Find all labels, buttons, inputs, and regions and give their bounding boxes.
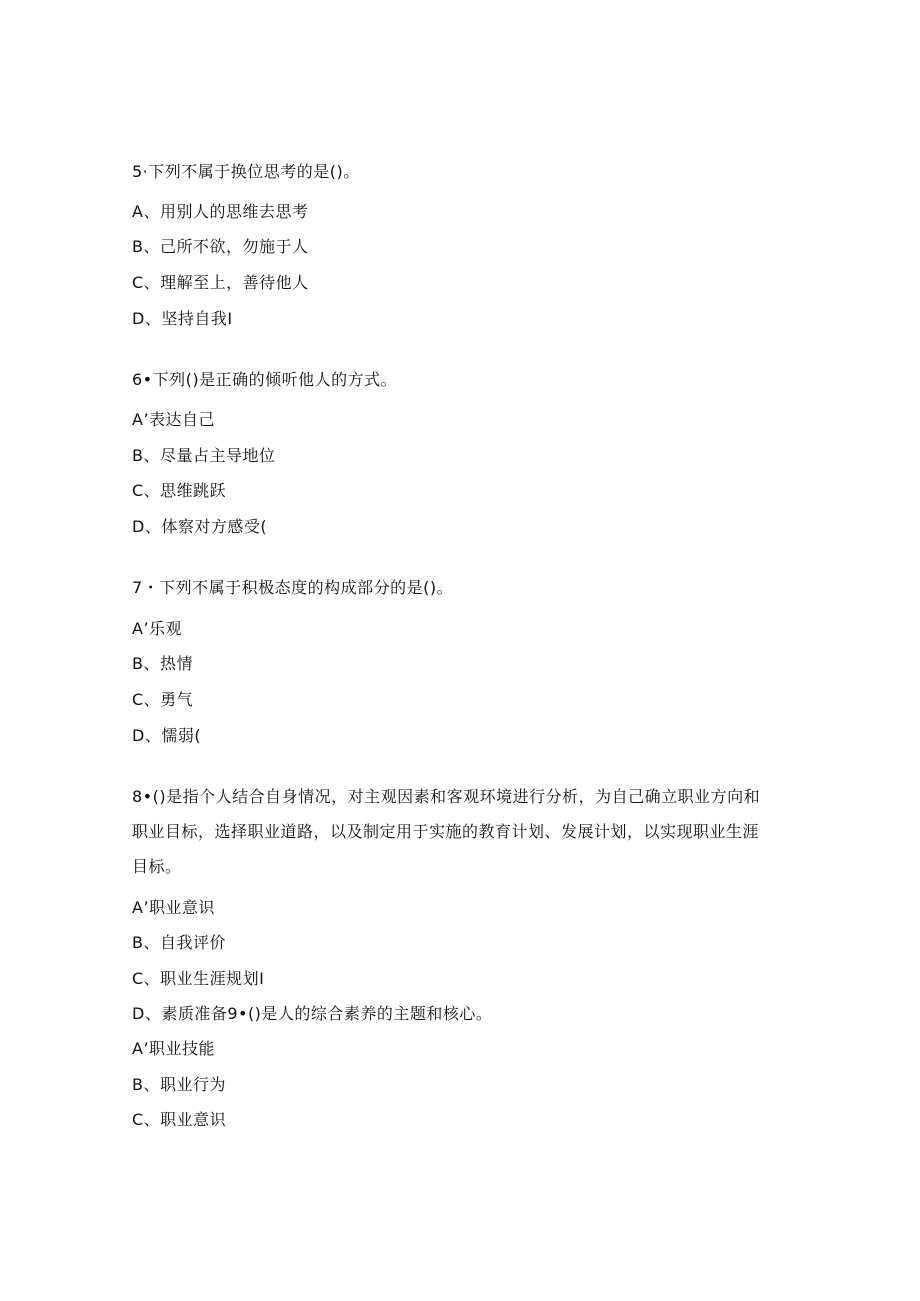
- question-8-stem-line-3: 目标。: [132, 857, 182, 876]
- question-7-option-b: B、热情: [132, 654, 193, 673]
- question-9-option-b: B、职业行为: [132, 1075, 226, 1094]
- question-7-option-d: D、懦弱(: [132, 726, 202, 745]
- question-8-stem-line-2: 职业目标，选择职业道路，以及制定用于实施的教育计划、发展计划，以实现职业生涯: [132, 822, 760, 841]
- question-6-option-d: D、体察对方感受(: [132, 517, 268, 536]
- question-5-option-c: C、理解至上，善待他人: [132, 273, 309, 292]
- question-9-option-c: C、职业意识: [132, 1110, 227, 1129]
- question-6-option-c: C、思维跳跃: [132, 481, 227, 500]
- question-5-option-d: D、坚持自我I: [132, 309, 233, 328]
- question-9-option-a: A’职业技能: [132, 1039, 216, 1058]
- question-8-option-a: A’职业意识: [132, 898, 216, 917]
- question-8-stem-line-1: 8•()是指个人结合自身情况，对主观因素和客观环境进行分析，为自己确立职业方向和: [132, 787, 761, 806]
- question-6-option-b: B、尽量占主导地位: [132, 446, 276, 465]
- question-8-option-b: B、自我评价: [132, 933, 226, 952]
- question-7-option-c: C、勇气: [132, 690, 194, 709]
- question-8-option-d: D、素质准备9•()是人的综合素养的主题和核心。: [132, 1004, 493, 1023]
- question-6-stem: 6•下列()是正确的倾听他人的方式。: [132, 370, 398, 389]
- question-5-option-a: A、用别人的思维去思考: [132, 202, 309, 221]
- question-5-option-b: B、己所不欲，勿施于人: [132, 237, 309, 256]
- question-7-stem: 7・下列不属于积极态度的构成部分的是()。: [132, 578, 454, 597]
- question-5-stem: 5·下列不属于换位思考的是()。: [132, 162, 360, 181]
- question-6-option-a: A’表达自己: [132, 410, 216, 429]
- question-8-stem: [132, 787, 792, 892]
- question-7-option-a: A’乐观: [132, 619, 183, 638]
- question-8-option-c: C、职业生涯规划I: [132, 969, 265, 988]
